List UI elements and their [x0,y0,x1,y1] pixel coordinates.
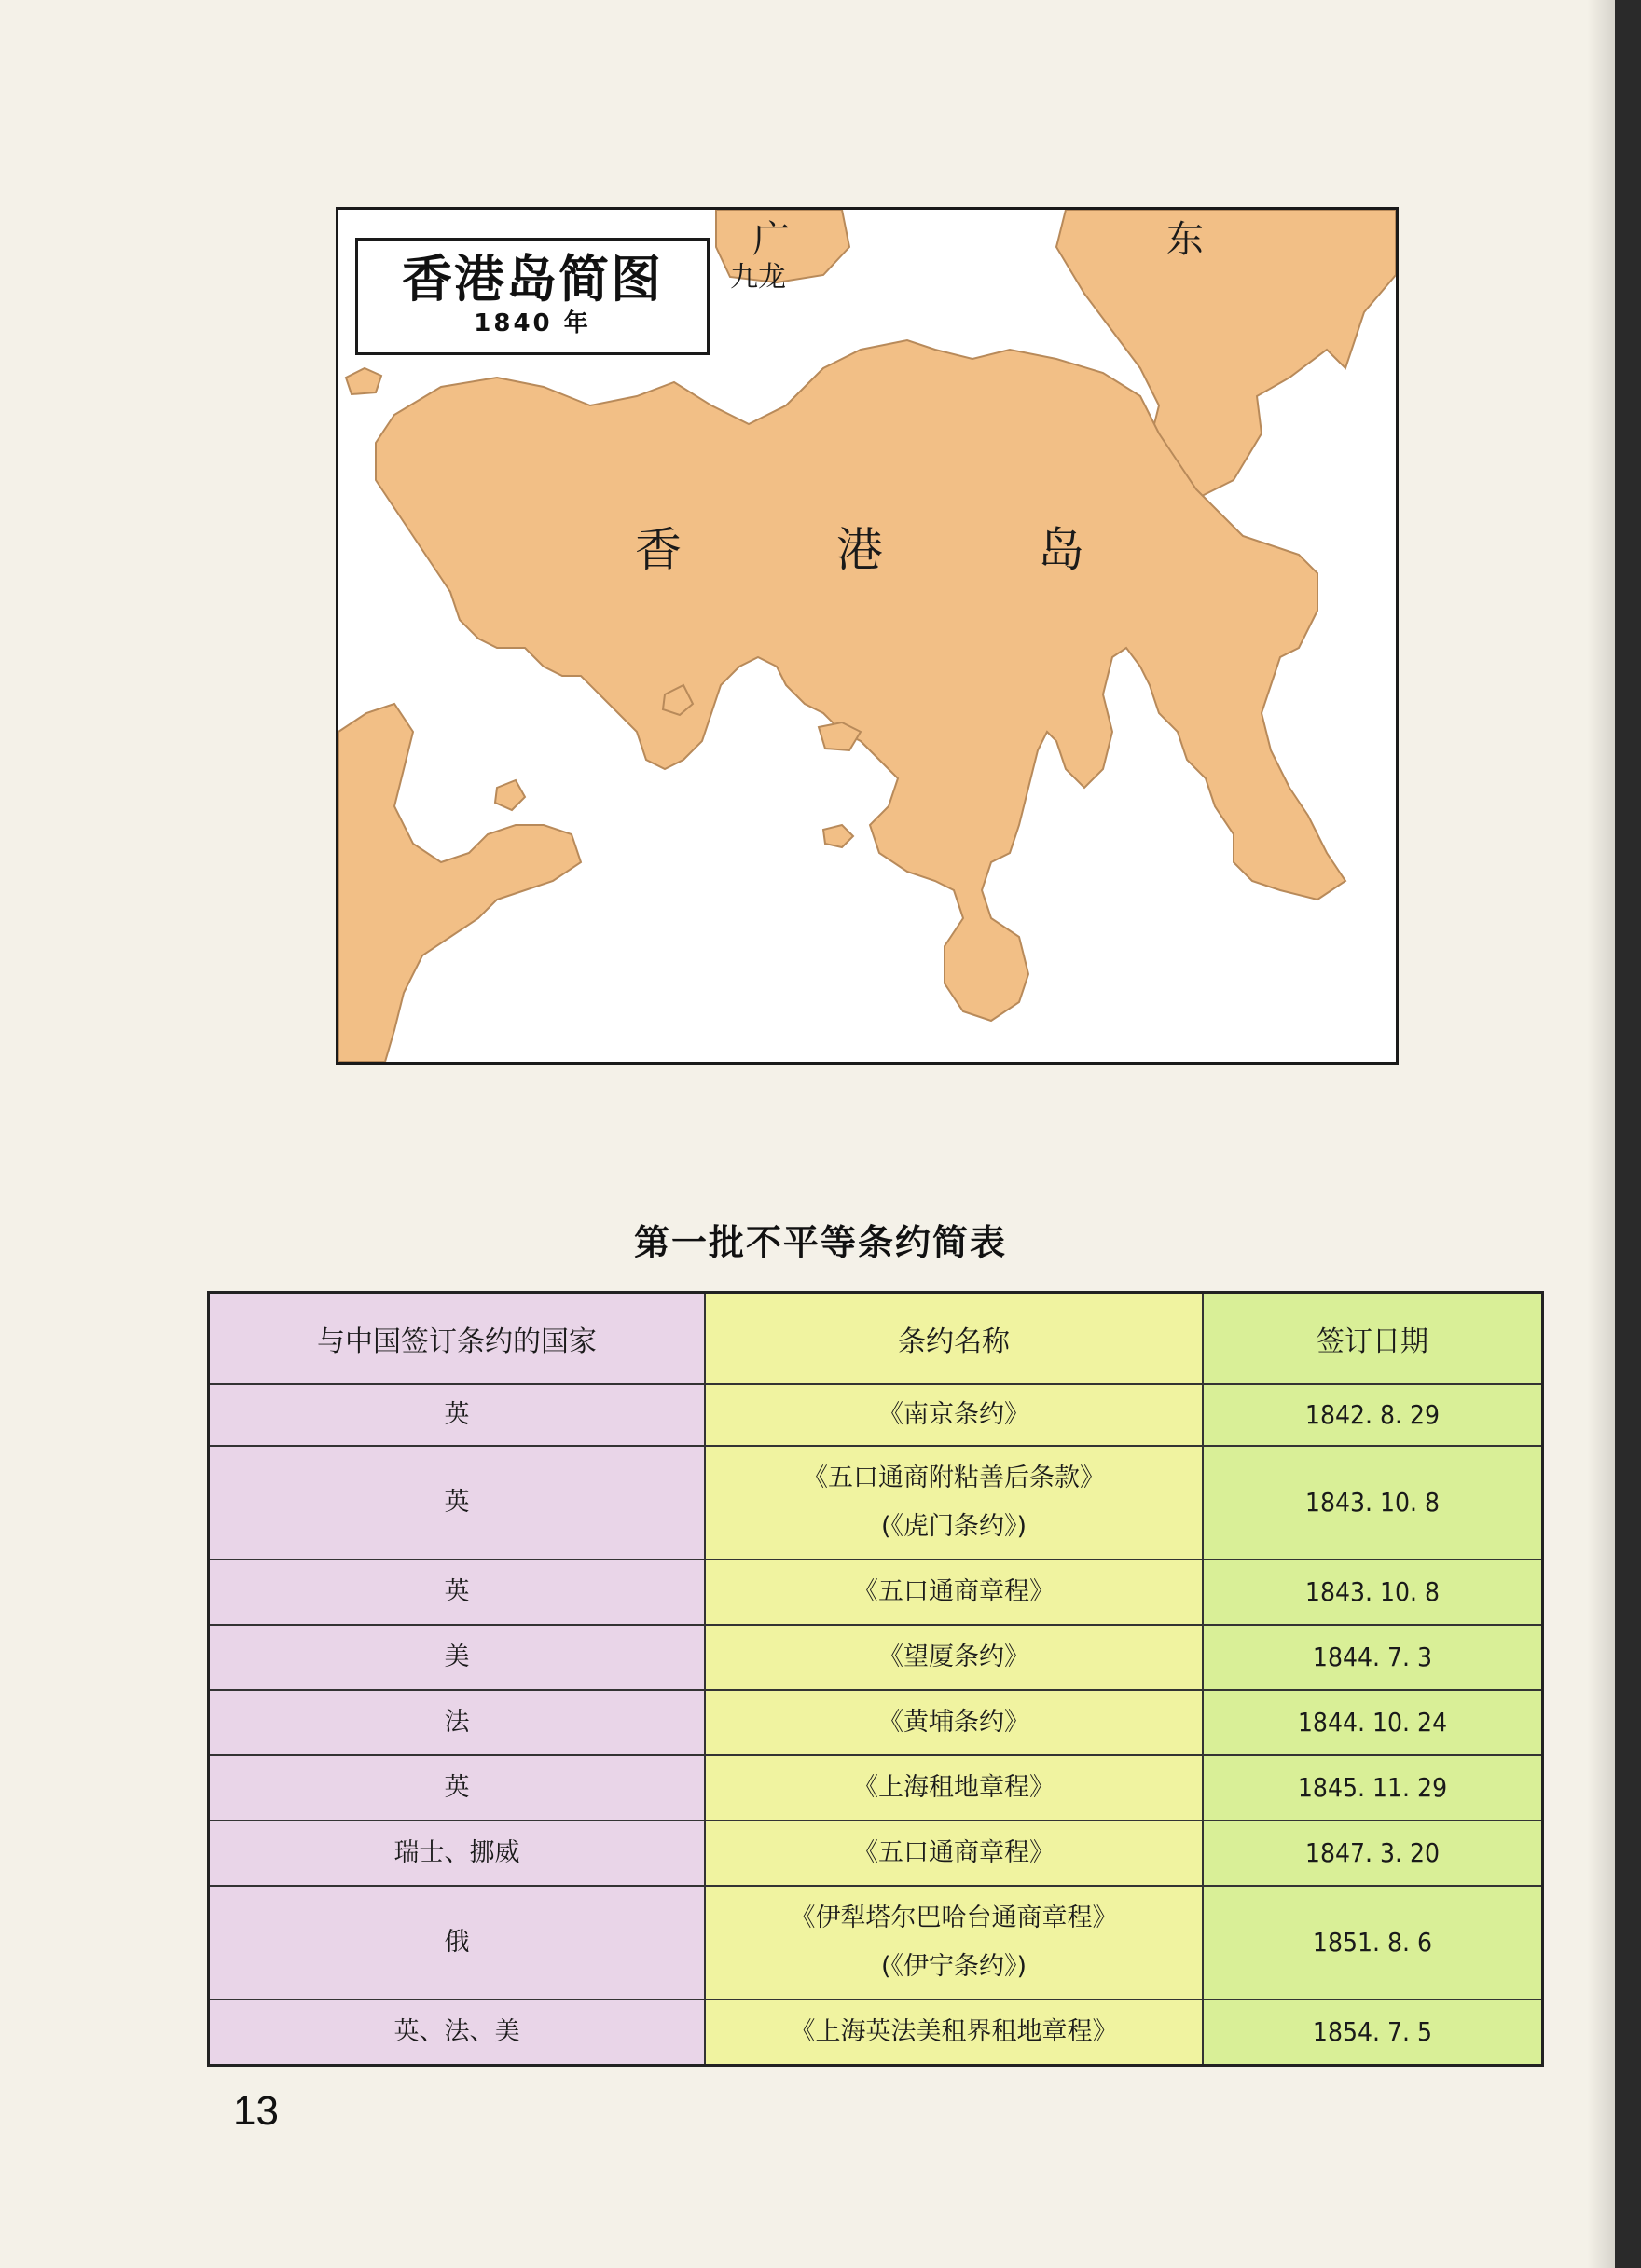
table-row [209,1446,1543,1560]
cell-treaty [705,1625,1203,1690]
header-date: 签订日期 [1203,1293,1543,1385]
cell-date: 1843. 10. 8 [1203,1560,1543,1625]
cell-country: 英 [209,1755,706,1821]
table-row [209,2000,1543,2066]
cell-country: 美 [209,1625,706,1690]
treaty-alias: (《虎门条约》) [880,1512,1027,1541]
page-binding-edge [1615,0,1641,2268]
table-row [209,1625,1543,1690]
cell-treaty [705,1446,1203,1560]
cell-treaty [705,1560,1203,1625]
cell-date: 1843. 10. 8 [1203,1446,1543,1560]
cell-country: 法 [209,1690,706,1755]
cell-country: 英 [209,1446,706,1560]
map-label-island-char-1: 香 [635,523,682,577]
map-year: 1840 年 [474,309,591,337]
map-title: 香港岛简图 [402,250,663,309]
map-title-box [355,238,710,355]
cell-country: 俄 [209,1886,706,2000]
cell-date: 1844. 10. 24 [1203,1690,1543,1755]
cell-treaty [705,1755,1203,1821]
cell-date: 1847. 3. 20 [1203,1821,1543,1886]
cell-country: 英 [209,1560,706,1625]
hong-kong-island-map [336,207,1399,1065]
cell-treaty [705,1384,1203,1446]
map-label-island-char-3: 岛 [1038,523,1084,577]
treaty-name: 《五口通商附粘善后条款》 [803,1464,1105,1492]
cell-treaty [705,1886,1203,2000]
cell-country: 英 [209,1384,706,1446]
cell-date: 1842. 8. 29 [1203,1384,1543,1446]
treaty-name: 《望厦条约》 [878,1643,1029,1671]
cell-treaty [705,2000,1203,2066]
cell-treaty [705,1821,1203,1886]
page-number: 13 [233,2088,279,2134]
map-label-guang: 广 [752,218,790,261]
small-islet-left [346,368,381,394]
map-label-dong: 东 [1166,218,1204,261]
table-title: 第一批不平等条约简表 [633,1222,1007,1263]
table-row [209,1821,1543,1886]
islet-west [495,780,525,810]
header-country: 与中国签订条约的国家 [209,1293,706,1385]
cell-country: 瑞士、挪威 [209,1821,706,1886]
table-row [209,1560,1543,1625]
cell-date: 1845. 11. 29 [1203,1755,1543,1821]
cell-country: 英、法、美 [209,2000,706,2066]
treaty-name: 《五口通商章程》 [853,1577,1055,1606]
table-row [209,1690,1543,1755]
table-row [209,1886,1543,2000]
table-row [209,1755,1543,1821]
unequal-treaties-table [207,1291,1544,2067]
treaty-alias: (《伊宁条约》) [880,1952,1027,1981]
treaty-name: 《上海租地章程》 [853,1773,1055,1802]
map-label-island-char-2: 港 [836,523,883,577]
lantau-island-land [338,704,581,1062]
cell-date: 1844. 7. 3 [1203,1625,1543,1690]
treaty-name: 《五口通商章程》 [853,1838,1055,1867]
map-label-hong-kong-island [635,523,1239,577]
header-treaty: 条约名称 [705,1293,1203,1385]
treaty-name: 《黄埔条约》 [878,1708,1029,1737]
cell-date: 1851. 8. 6 [1203,1886,1543,2000]
treaty-name: 《上海英法美租界租地章程》 [790,2017,1118,2046]
islet-south-small [823,825,853,847]
treaty-name: 《南京条约》 [878,1400,1029,1429]
treaty-name: 《伊犁塔尔巴哈台通商章程》 [790,1904,1118,1932]
page-binding-shadow [1587,0,1615,2268]
table-header-row [209,1293,1543,1385]
map-label-kowloon: 九龙 [730,261,786,294]
cell-date: 1854. 7. 5 [1203,2000,1543,2066]
cell-treaty [705,1690,1203,1755]
table-row [209,1384,1543,1446]
